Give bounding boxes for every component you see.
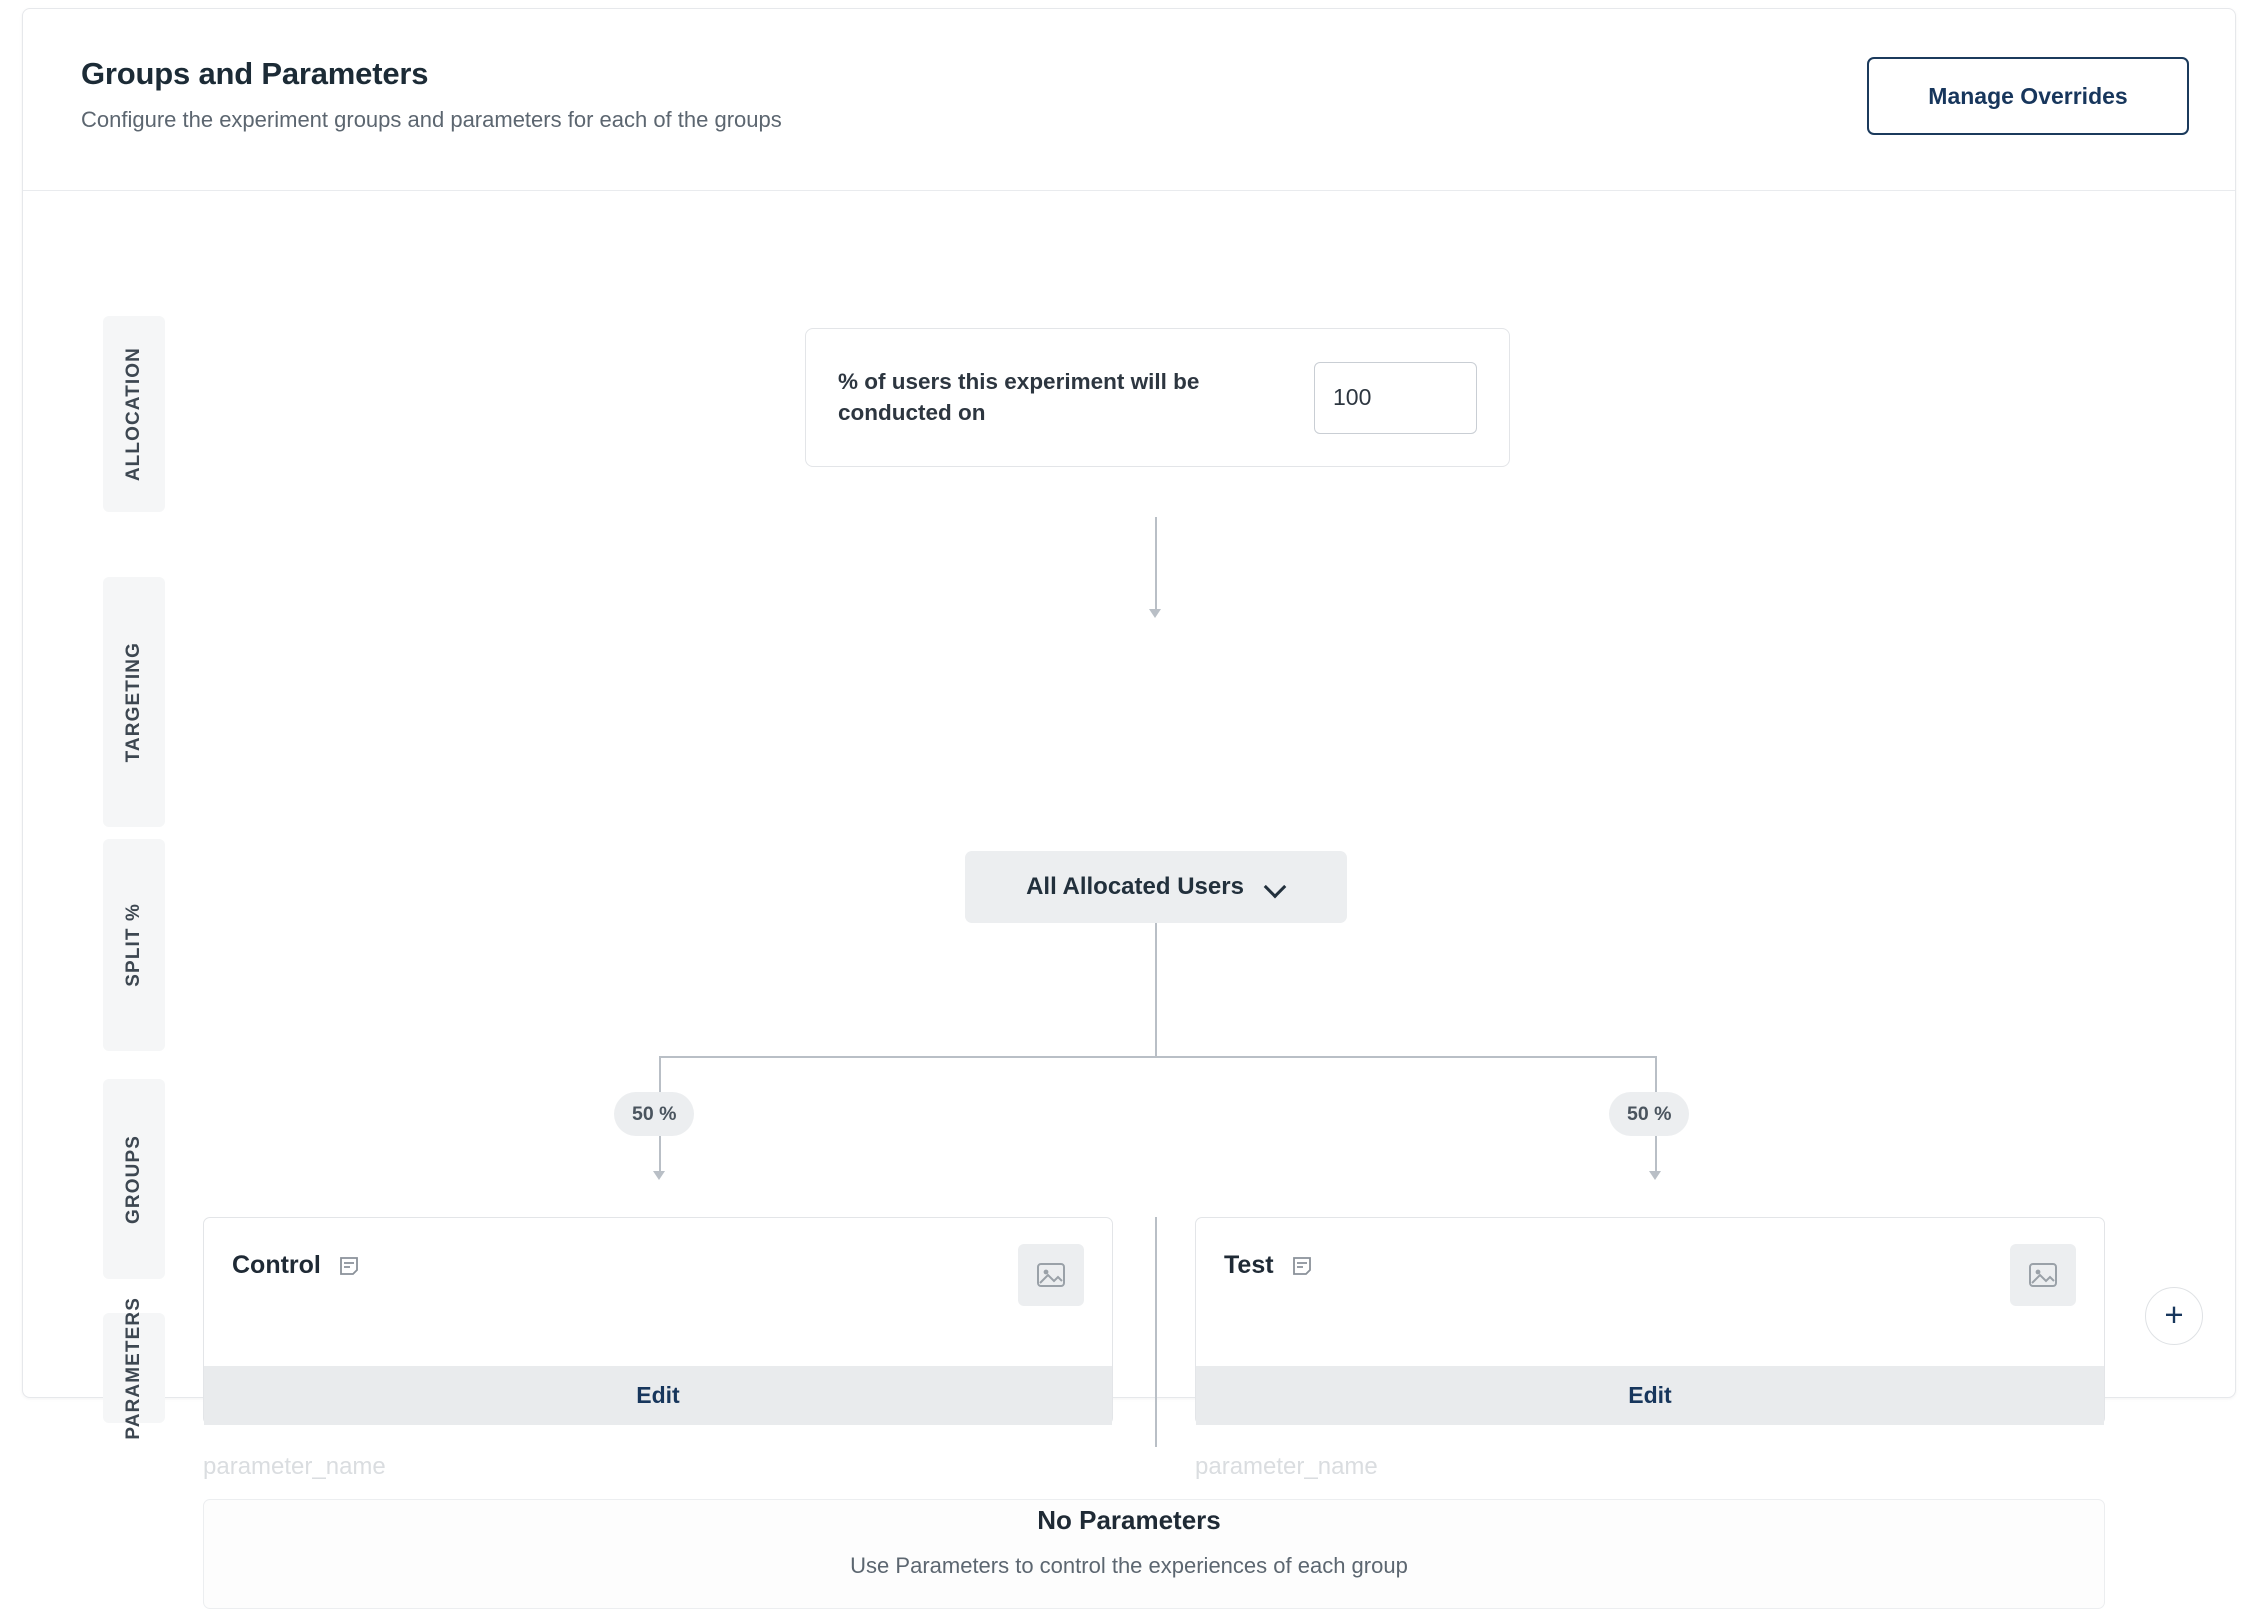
rail-label-parameters (103, 1296, 165, 1440)
targeting-selector[interactable] (965, 851, 1347, 923)
group-card (203, 1217, 1113, 1425)
group-card-header (204, 1218, 1112, 1366)
allocation-percentage-input[interactable] (1314, 362, 1477, 434)
parameter-name-placeholder: parameter_name (1195, 1453, 1378, 1480)
connector-arrow-group-0 (653, 1171, 665, 1180)
plus-icon: + (2164, 1295, 2184, 1333)
rail-label-targeting (103, 577, 165, 827)
experiment-flow-canvas (23, 191, 2235, 1578)
targeting-selected-label: All Allocated Users (1026, 873, 1244, 900)
no-parameters-title: No Parameters (1037, 1505, 1221, 1535)
group-card (1195, 1217, 2105, 1425)
connector-arrow-group-1 (1649, 1171, 1661, 1180)
group-name: Test (1224, 1251, 1274, 1279)
rail-groups-text: GROUPS (123, 1134, 144, 1224)
rail-label-split (103, 839, 165, 1051)
page-subtitle: Configure the experiment groups and parameters for each of the groups (81, 107, 782, 133)
manage-overrides-button[interactable]: Manage Overrides (1867, 57, 2189, 135)
note-icon[interactable] (1290, 1254, 1314, 1278)
rail-targeting-text: TARGETING (123, 641, 144, 763)
note-icon[interactable] (337, 1254, 361, 1278)
split-badge-group-0: 50 % (614, 1092, 694, 1136)
rail-split-text: SPLIT % (123, 903, 144, 987)
connector-allocation-to-targeting (1155, 517, 1157, 612)
connector-split-horizontal (659, 1056, 1656, 1058)
allocation-box (805, 328, 1510, 467)
image-placeholder-icon[interactable] (1018, 1244, 1084, 1306)
chevron-down-icon (1266, 877, 1286, 897)
page-title: Groups and Parameters (81, 56, 429, 91)
rail-label-allocation (103, 316, 165, 512)
card-header (23, 9, 2235, 191)
allocation-label: % of users this experiment will be conducted on (838, 369, 1200, 425)
rail-allocation-text: ALLOCATION (123, 346, 144, 482)
split-badge-group-1: 50 % (1609, 1092, 1689, 1136)
group-edit-button[interactable]: Edit (1196, 1366, 2104, 1425)
groups-and-parameters-card (22, 8, 2236, 1578)
group-name: Control (232, 1251, 321, 1279)
connector-split-center-down (1155, 1217, 1157, 1447)
group-card-header (1196, 1218, 2104, 1366)
no-parameters-subtitle: Use Parameters to control the experiences of each group (850, 1553, 1408, 1578)
group-edit-button[interactable]: Edit (204, 1366, 1112, 1425)
add-group-button[interactable] (2145, 1287, 2203, 1345)
rail-parameters-text: PARAMETERS (123, 1296, 144, 1440)
connector-targeting-to-split (1155, 923, 1157, 1057)
rail-label-groups (103, 1079, 165, 1279)
image-placeholder-icon[interactable] (2010, 1244, 2076, 1306)
connector-arrow-targeting (1149, 609, 1161, 618)
parameter-name-placeholder: parameter_name (203, 1453, 386, 1480)
